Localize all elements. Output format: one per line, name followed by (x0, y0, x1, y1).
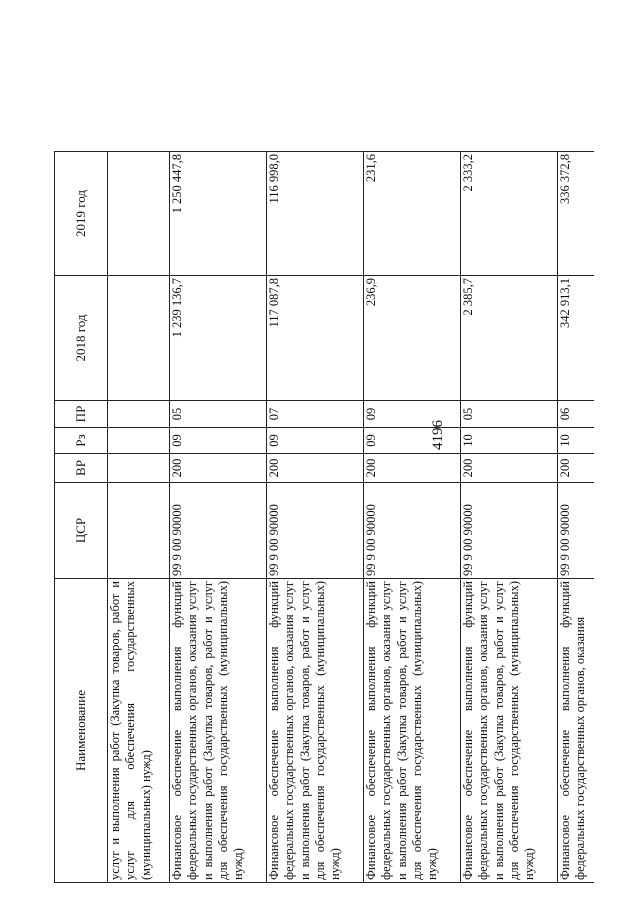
header-rz: Рз (55, 428, 108, 454)
table-row (108, 152, 170, 883)
row-2019: 1 250 447,8 (170, 152, 267, 276)
header-2018: 2018 год (55, 276, 108, 401)
row-2019: 231,6 (364, 152, 461, 276)
row-rz: 10 (461, 428, 558, 454)
header-vr: ВР (55, 454, 108, 483)
row-rz: 09 (364, 428, 461, 454)
row-csr: 99 9 00 90000 (267, 483, 364, 579)
row-2019: 2 333,2 (461, 152, 558, 276)
row-2018: 1 239 136,7 (170, 276, 267, 401)
row-2019: 116 998,0 (267, 152, 364, 276)
table-row (170, 152, 267, 883)
row-name: Финансовое обеспечение выполнения функций федеральных государственных органов, оказания услуг и выполнения работ (Закупка товаров, работ и услуг для обеспечения государственных (муниципальных) нужд) (170, 579, 267, 883)
header-row (55, 152, 108, 883)
page-number: 4196 (430, 420, 446, 450)
row-rz (108, 428, 170, 454)
row-rz: 09 (170, 428, 267, 454)
table-row (558, 152, 594, 883)
row-name: Финансовое обеспечение выполнения функций федеральных государственных органов, оказания услуг и выполнения работ (Закупка товаров, работ и услуг для обеспечения государственных (муниципальных) нужд) (267, 579, 364, 883)
header-csr: ЦСР (55, 483, 108, 579)
row-name: Финансовое обеспечение выполнения функций федеральных государственных органов, оказания услуг и выполнения работ (Закупка товаров, работ и услуг для обеспечения государственных (муниципальных) нужд) (461, 579, 558, 883)
row-csr: 99 9 00 90000 (558, 483, 594, 579)
row-2018: 2 385,7 (461, 276, 558, 401)
row-pr: 06 (558, 401, 594, 428)
row-vr: 200 (364, 454, 461, 483)
row-pr: 09 (364, 401, 461, 428)
row-pr: 05 (170, 401, 267, 428)
row-pr: 05 (461, 401, 558, 428)
table-row (267, 152, 364, 883)
header-2019: 2019 год (55, 152, 108, 276)
row-vr: 200 (267, 454, 364, 483)
row-2018: 342 913,1 (558, 276, 594, 401)
row-name: услуг и выполнения работ (Закупка товаров, работ и услуг для обеспечения государственных (муниципальных) нужд) (108, 579, 170, 883)
table-row (364, 152, 461, 883)
header-pr: ПР (55, 401, 108, 428)
row-csr: 99 9 00 90000 (170, 483, 267, 579)
row-vr: 200 (170, 454, 267, 483)
row-rz: 10 (558, 428, 594, 454)
row-name: Финансовое обеспечение выполнения функций федеральных государственных органов, оказания услуг и выполнения работ (Закупка товаров, работ и услуг для обеспечения государственных (муниципальных) нужд) (364, 579, 461, 883)
row-csr: 99 9 00 90000 (461, 483, 558, 579)
row-pr (108, 401, 170, 428)
budget-table (54, 151, 594, 883)
row-2019: 336 372,8 (558, 152, 594, 276)
row-vr: 200 (558, 454, 594, 483)
row-2018: 236,9 (364, 276, 461, 401)
row-2019 (108, 152, 170, 276)
row-pr: 07 (267, 401, 364, 428)
table-row (461, 152, 558, 883)
row-2018: 117 087,8 (267, 276, 364, 401)
row-vr (108, 454, 170, 483)
row-vr: 200 (461, 454, 558, 483)
row-name: Финансовое обеспечение выполнения функций федеральных государственных органов, оказания (558, 579, 594, 883)
row-2018 (108, 276, 170, 401)
row-rz: 09 (267, 428, 364, 454)
row-csr: 99 9 00 90000 (364, 483, 461, 579)
row-csr (108, 483, 170, 579)
header-name: Наименование (55, 579, 108, 883)
